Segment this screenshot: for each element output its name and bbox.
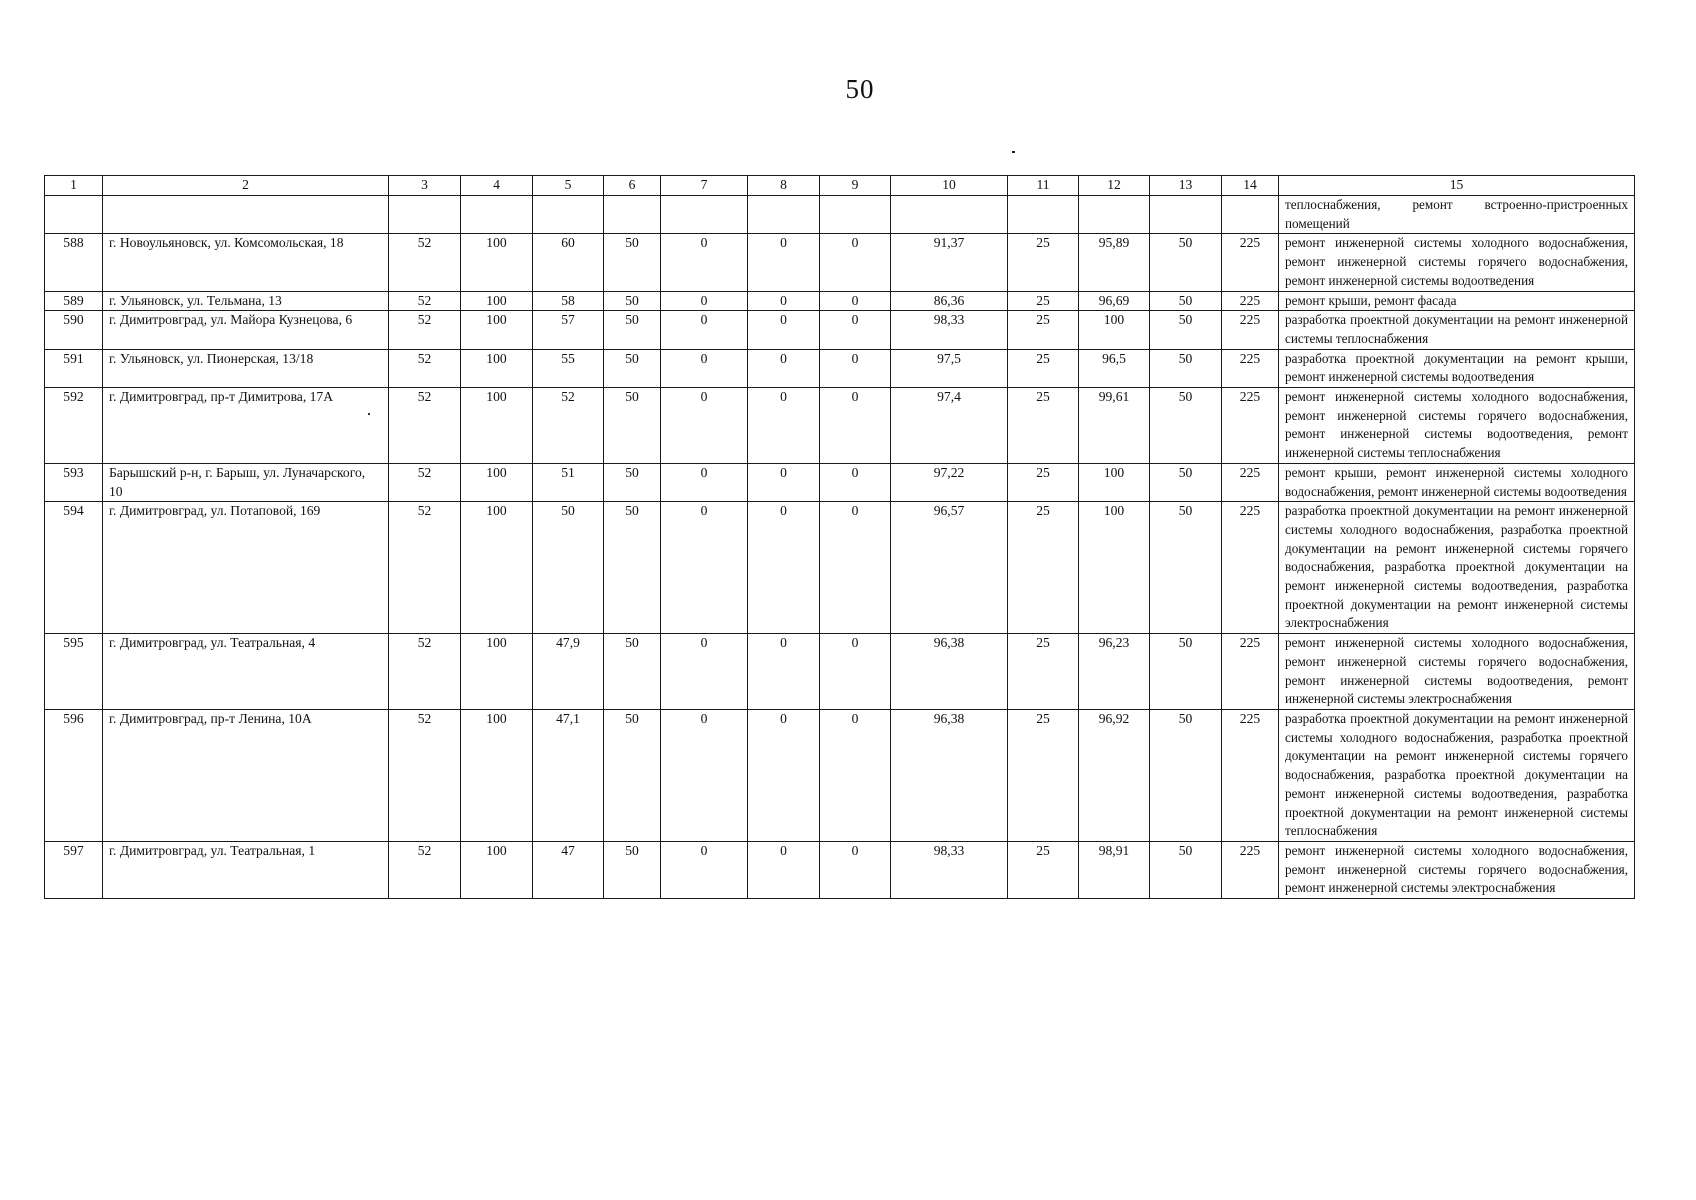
column-header-9: 9	[820, 176, 891, 196]
column-header-15: 15	[1279, 176, 1635, 196]
value-col-3: 52	[389, 634, 461, 710]
value-col-6: 50	[604, 349, 661, 387]
works-description: ремонт инженерной системы холодного водоснабжения, ремонт инженерной системы горячего водоснабжения, ремонт инженерной системы электроснабжения	[1279, 841, 1635, 898]
value-col-7: 0	[661, 463, 748, 501]
value-col-6: 50	[604, 291, 661, 311]
value-col-12: 96,23	[1079, 634, 1150, 710]
column-number-row	[45, 176, 1635, 196]
row-number: 594	[45, 502, 103, 634]
works-description: разработка проектной документации на ремонт инженерной системы холодного водоснабжения, разработка проектной документации на ремонт инженерной системы горячего водоснабжения, разработка проектной документации на ремонт инженерной системы водоотведения, разработка проектной документации на ремонт инженерной системы электроснабжения	[1279, 502, 1635, 634]
value-col-4: 100	[461, 311, 533, 349]
row-number: 591	[45, 349, 103, 387]
table-row	[45, 349, 1635, 387]
empty-cell	[891, 196, 1008, 234]
value-col-3: 52	[389, 388, 461, 464]
column-header-4: 4	[461, 176, 533, 196]
value-col-4: 100	[461, 388, 533, 464]
value-col-5: 47,1	[533, 709, 604, 841]
table-row	[45, 841, 1635, 898]
value-col-12: 96,5	[1079, 349, 1150, 387]
address-cell: г. Новоульяновск, ул. Комсомольская, 18	[103, 234, 389, 291]
value-col-9: 0	[820, 291, 891, 311]
value-col-11: 25	[1008, 502, 1079, 634]
row-number: 593	[45, 463, 103, 501]
value-col-9: 0	[820, 502, 891, 634]
value-col-5: 55	[533, 349, 604, 387]
works-description: разработка проектной документации на ремонт инженерной системы холодного водоснабжения, разработка проектной документации на ремонт инженерной системы горячего водоснабжения, разработка проектной документации на ремонт инженерной системы водоотведения, разработка проектной документации на ремонт инженерной системы теплоснабжения	[1279, 709, 1635, 841]
value-col-12: 100	[1079, 502, 1150, 634]
address-cell: г. Димитровград, ул. Театральная, 1	[103, 841, 389, 898]
value-col-11: 25	[1008, 634, 1079, 710]
value-col-6: 50	[604, 634, 661, 710]
value-col-9: 0	[820, 463, 891, 501]
value-col-6: 50	[604, 502, 661, 634]
value-col-5: 51	[533, 463, 604, 501]
address-cell: г. Ульяновск, ул. Тельмана, 13	[103, 291, 389, 311]
value-col-11: 25	[1008, 349, 1079, 387]
address-cell: г. Димитровград, ул. Майора Кузнецова, 6	[103, 311, 389, 349]
works-description: разработка проектной документации на ремонт инженерной системы теплоснабжения	[1279, 311, 1635, 349]
value-col-3: 52	[389, 463, 461, 501]
value-col-13: 50	[1150, 388, 1222, 464]
value-col-3: 52	[389, 234, 461, 291]
value-col-13: 50	[1150, 311, 1222, 349]
value-col-13: 50	[1150, 291, 1222, 311]
empty-cell	[604, 196, 661, 234]
empty-cell	[820, 196, 891, 234]
value-col-8: 0	[748, 388, 820, 464]
value-col-13: 50	[1150, 841, 1222, 898]
value-col-5: 47,9	[533, 634, 604, 710]
value-col-10: 97,5	[891, 349, 1008, 387]
value-col-4: 100	[461, 349, 533, 387]
value-col-7: 0	[661, 709, 748, 841]
table-row	[45, 311, 1635, 349]
row-number: 589	[45, 291, 103, 311]
value-col-7: 0	[661, 234, 748, 291]
value-col-11: 25	[1008, 388, 1079, 464]
column-header-13: 13	[1150, 176, 1222, 196]
address-cell: г. Димитровград, ул. Театральная, 4	[103, 634, 389, 710]
address-cell: Барышский р-н, г. Барыш, ул. Луначарского, 10	[103, 463, 389, 501]
empty-cell	[389, 196, 461, 234]
works-description: ремонт крыши, ремонт инженерной системы холодного водоснабжения, ремонт инженерной системы водоотведения	[1279, 463, 1635, 501]
value-col-5: 58	[533, 291, 604, 311]
empty-cell	[748, 196, 820, 234]
value-col-14: 225	[1222, 463, 1279, 501]
value-col-7: 0	[661, 291, 748, 311]
value-col-8: 0	[748, 841, 820, 898]
column-header-7: 7	[661, 176, 748, 196]
value-col-10: 98,33	[891, 311, 1008, 349]
column-header-2: 2	[103, 176, 389, 196]
table-row	[45, 502, 1635, 634]
value-col-13: 50	[1150, 234, 1222, 291]
value-col-14: 225	[1222, 841, 1279, 898]
works-description: ремонт инженерной системы холодного водоснабжения, ремонт инженерной системы горячего водоснабжения, ремонт инженерной системы водоотведения, ремонт инженерной системы теплоснабжения	[1279, 388, 1635, 464]
value-col-11: 25	[1008, 234, 1079, 291]
value-col-8: 0	[748, 291, 820, 311]
table-row	[45, 388, 1635, 464]
value-col-8: 0	[748, 502, 820, 634]
value-col-7: 0	[661, 502, 748, 634]
value-col-7: 0	[661, 634, 748, 710]
value-col-6: 50	[604, 841, 661, 898]
value-col-8: 0	[748, 349, 820, 387]
value-col-10: 91,37	[891, 234, 1008, 291]
works-description: ремонт инженерной системы холодного водоснабжения, ремонт инженерной системы горячего водоснабжения, ремонт инженерной системы водоотведения	[1279, 234, 1635, 291]
value-col-8: 0	[748, 311, 820, 349]
value-col-5: 52	[533, 388, 604, 464]
value-col-13: 50	[1150, 463, 1222, 501]
column-header-10: 10	[891, 176, 1008, 196]
empty-cell	[103, 196, 389, 234]
value-col-4: 100	[461, 634, 533, 710]
column-header-14: 14	[1222, 176, 1279, 196]
value-col-12: 100	[1079, 463, 1150, 501]
value-col-13: 50	[1150, 709, 1222, 841]
row-number: 597	[45, 841, 103, 898]
value-col-14: 225	[1222, 291, 1279, 311]
empty-cell	[1150, 196, 1222, 234]
value-col-8: 0	[748, 234, 820, 291]
value-col-14: 225	[1222, 311, 1279, 349]
value-col-4: 100	[461, 234, 533, 291]
value-col-9: 0	[820, 841, 891, 898]
value-col-6: 50	[604, 709, 661, 841]
works-description: ремонт крыши, ремонт фасада	[1279, 291, 1635, 311]
value-col-11: 25	[1008, 463, 1079, 501]
value-col-11: 25	[1008, 291, 1079, 311]
value-col-12: 96,92	[1079, 709, 1150, 841]
value-col-9: 0	[820, 311, 891, 349]
value-col-9: 0	[820, 709, 891, 841]
value-col-7: 0	[661, 349, 748, 387]
column-header-8: 8	[748, 176, 820, 196]
value-col-9: 0	[820, 634, 891, 710]
column-header-5: 5	[533, 176, 604, 196]
value-col-5: 47	[533, 841, 604, 898]
value-col-5: 57	[533, 311, 604, 349]
value-col-3: 52	[389, 291, 461, 311]
column-header-11: 11	[1008, 176, 1079, 196]
table-header	[45, 176, 1635, 196]
page-number: 50	[845, 74, 875, 104]
address-cell: г. Ульяновск, ул. Пионерская, 13/18	[103, 349, 389, 387]
value-col-4: 100	[461, 463, 533, 501]
value-col-10: 98,33	[891, 841, 1008, 898]
value-col-14: 225	[1222, 234, 1279, 291]
value-col-11: 25	[1008, 709, 1079, 841]
row-number: 595	[45, 634, 103, 710]
row-number: 596	[45, 709, 103, 841]
value-col-12: 100	[1079, 311, 1150, 349]
empty-cell	[45, 196, 103, 234]
value-col-8: 0	[748, 463, 820, 501]
value-col-14: 225	[1222, 502, 1279, 634]
value-col-13: 50	[1150, 634, 1222, 710]
value-col-3: 52	[389, 841, 461, 898]
empty-cell	[661, 196, 748, 234]
value-col-7: 0	[661, 841, 748, 898]
empty-cell	[1079, 196, 1150, 234]
value-col-4: 100	[461, 841, 533, 898]
works-description: ремонт инженерной системы холодного водоснабжения, ремонт инженерной системы горячего водоснабжения, ремонт инженерной системы водоотведения, ремонт инженерной системы электроснабжения	[1279, 634, 1635, 710]
value-col-4: 100	[461, 502, 533, 634]
value-col-8: 0	[748, 709, 820, 841]
table-row	[45, 709, 1635, 841]
register-table	[44, 175, 1635, 899]
value-col-3: 52	[389, 349, 461, 387]
address-cell: г. Димитровград, пр-т Димитрова, 17А	[103, 388, 389, 464]
empty-cell	[1008, 196, 1079, 234]
table-row	[45, 634, 1635, 710]
value-col-4: 100	[461, 291, 533, 311]
value-col-13: 50	[1150, 349, 1222, 387]
value-col-12: 98,91	[1079, 841, 1150, 898]
value-col-7: 0	[661, 311, 748, 349]
value-col-10: 96,38	[891, 709, 1008, 841]
value-col-3: 52	[389, 709, 461, 841]
value-col-6: 50	[604, 311, 661, 349]
table-row	[45, 234, 1635, 291]
value-col-9: 0	[820, 234, 891, 291]
column-header-3: 3	[389, 176, 461, 196]
value-col-10: 96,57	[891, 502, 1008, 634]
value-col-8: 0	[748, 634, 820, 710]
works-continuation: теплоснабжения, ремонт встроенно-пристроенных помещений	[1279, 196, 1635, 234]
continuation-row	[45, 196, 1635, 234]
value-col-9: 0	[820, 349, 891, 387]
value-col-14: 225	[1222, 709, 1279, 841]
value-col-14: 225	[1222, 388, 1279, 464]
works-description: разработка проектной документации на ремонт крыши, ремонт инженерной системы водоотведения	[1279, 349, 1635, 387]
table-row	[45, 291, 1635, 311]
address-cell: г. Димитровград, ул. Потаповой, 169	[103, 502, 389, 634]
address-cell: г. Димитровград, пр-т Ленина, 10А	[103, 709, 389, 841]
empty-cell	[1222, 196, 1279, 234]
row-number: 592	[45, 388, 103, 464]
row-number: 590	[45, 311, 103, 349]
table-row	[45, 463, 1635, 501]
value-col-14: 225	[1222, 349, 1279, 387]
value-col-4: 100	[461, 709, 533, 841]
value-col-10: 86,36	[891, 291, 1008, 311]
value-col-12: 96,69	[1079, 291, 1150, 311]
column-header-1: 1	[45, 176, 103, 196]
value-col-10: 97,22	[891, 463, 1008, 501]
value-col-3: 52	[389, 311, 461, 349]
scan-speck	[1012, 151, 1015, 153]
value-col-6: 50	[604, 234, 661, 291]
column-header-6: 6	[604, 176, 661, 196]
table-body	[45, 196, 1635, 899]
value-col-10: 96,38	[891, 634, 1008, 710]
value-col-14: 225	[1222, 634, 1279, 710]
empty-cell	[533, 196, 604, 234]
value-col-12: 95,89	[1079, 234, 1150, 291]
value-col-7: 0	[661, 388, 748, 464]
value-col-5: 60	[533, 234, 604, 291]
value-col-5: 50	[533, 502, 604, 634]
row-number: 588	[45, 234, 103, 291]
value-col-13: 50	[1150, 502, 1222, 634]
value-col-9: 0	[820, 388, 891, 464]
value-col-11: 25	[1008, 841, 1079, 898]
value-col-6: 50	[604, 388, 661, 464]
value-col-11: 25	[1008, 311, 1079, 349]
value-col-10: 97,4	[891, 388, 1008, 464]
value-col-6: 50	[604, 463, 661, 501]
value-col-3: 52	[389, 502, 461, 634]
empty-cell	[461, 196, 533, 234]
value-col-12: 99,61	[1079, 388, 1150, 464]
column-header-12: 12	[1079, 176, 1150, 196]
